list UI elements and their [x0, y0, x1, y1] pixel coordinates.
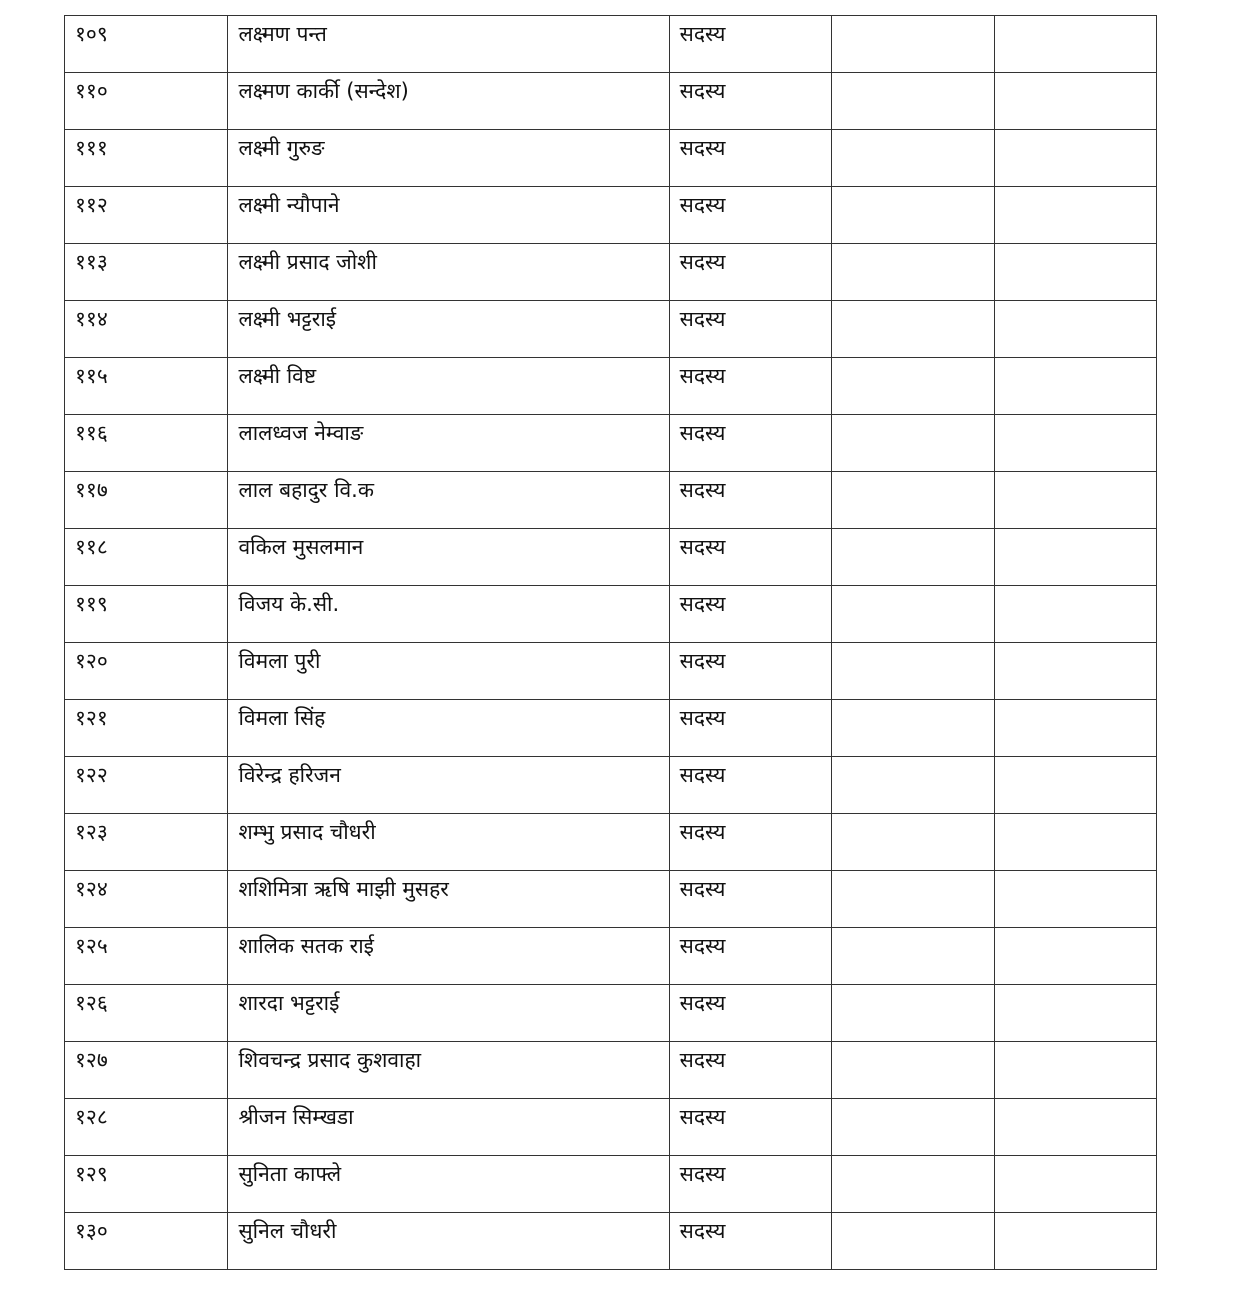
member-name: लक्ष्मी न्यौपाने: [238, 193, 340, 217]
member-role: सदस्य: [679, 136, 726, 160]
blank-cell: [994, 472, 1156, 529]
blank-cell: [994, 757, 1156, 814]
member-name-cell: [228, 244, 669, 301]
blank-cell: [994, 73, 1156, 130]
serial-number: ११७: [75, 478, 108, 502]
serial-number: १२७: [75, 1048, 108, 1072]
table-row: [65, 757, 1157, 814]
member-role-cell: [669, 928, 831, 985]
member-role: सदस्य: [679, 1162, 726, 1186]
table-row: [65, 529, 1157, 586]
blank-cell: [994, 1156, 1156, 1213]
serial-number-cell: [65, 244, 228, 301]
serial-number: १२५: [75, 934, 108, 958]
blank-cell: [994, 358, 1156, 415]
member-rows: [65, 16, 1157, 1270]
blank-cell: [994, 814, 1156, 871]
serial-number: ११९: [75, 592, 108, 616]
member-list-table: [64, 15, 1157, 1270]
member-name: लक्ष्मी प्रसाद जोशी: [238, 250, 377, 274]
serial-number-cell: [65, 871, 228, 928]
serial-number: ११८: [75, 535, 108, 559]
member-name: शशिमित्रा ऋषि माझी मुसहर: [238, 877, 449, 901]
member-role: सदस्य: [679, 1048, 726, 1072]
member-name: शालिक सतक राई: [238, 934, 374, 958]
serial-number-cell: [65, 700, 228, 757]
member-name: विमला पुरी: [238, 649, 321, 673]
serial-number-cell: [65, 1156, 228, 1213]
member-role-cell: [669, 871, 831, 928]
member-name-cell: [228, 985, 669, 1042]
member-role-cell: [669, 586, 831, 643]
blank-cell: [994, 928, 1156, 985]
member-role: सदस्य: [679, 421, 726, 445]
member-name-cell: [228, 16, 669, 73]
serial-number-cell: [65, 1042, 228, 1099]
member-name-cell: [228, 700, 669, 757]
member-name: वकिल मुसलमान: [238, 535, 364, 559]
serial-number-cell: [65, 1213, 228, 1270]
member-role-cell: [669, 415, 831, 472]
member-name-cell: [228, 586, 669, 643]
member-role-cell: [669, 16, 831, 73]
blank-cell: [832, 1156, 994, 1213]
blank-cell: [832, 1042, 994, 1099]
blank-cell: [994, 244, 1156, 301]
member-name: सुनिल चौधरी: [238, 1219, 337, 1243]
member-role-cell: [669, 1213, 831, 1270]
member-name-cell: [228, 472, 669, 529]
table-row: [65, 1156, 1157, 1213]
serial-number: ११२: [75, 193, 108, 217]
member-name: शम्भु प्रसाद चौधरी: [238, 820, 376, 844]
member-name: विजय के.सी.: [238, 592, 340, 616]
member-role-cell: [669, 358, 831, 415]
blank-cell: [994, 1042, 1156, 1099]
table-row: [65, 16, 1157, 73]
serial-number: ११३: [75, 250, 108, 274]
member-name: विमला सिंह: [238, 706, 326, 730]
serial-number: १२८: [75, 1105, 108, 1129]
member-role: सदस्य: [679, 991, 726, 1015]
member-role-cell: [669, 130, 831, 187]
serial-number: ११६: [75, 421, 108, 445]
member-name: लक्ष्मी भट्टराई: [238, 307, 337, 331]
blank-cell: [832, 73, 994, 130]
blank-cell: [832, 301, 994, 358]
table-row: [65, 700, 1157, 757]
member-role: सदस्य: [679, 820, 726, 844]
member-role: सदस्य: [679, 934, 726, 958]
serial-number-cell: [65, 130, 228, 187]
member-name: श्रीजन सिम्खडा: [238, 1105, 354, 1129]
member-name: लक्ष्मण पन्त: [238, 22, 327, 46]
table-row: [65, 1213, 1157, 1270]
serial-number: १२९: [75, 1162, 108, 1186]
member-role-cell: [669, 757, 831, 814]
member-role-cell: [669, 643, 831, 700]
member-role: सदस्य: [679, 1219, 726, 1243]
member-role-cell: [669, 1042, 831, 1099]
member-role: सदस्य: [679, 22, 726, 46]
member-role: सदस्य: [679, 364, 726, 388]
member-name: शारदा भट्टराई: [238, 991, 340, 1015]
serial-number-cell: [65, 928, 228, 985]
serial-number-cell: [65, 586, 228, 643]
member-role-cell: [669, 985, 831, 1042]
member-name-cell: [228, 358, 669, 415]
table-row: [65, 472, 1157, 529]
member-role: सदस्य: [679, 250, 726, 274]
table-row: [65, 928, 1157, 985]
member-role-cell: [669, 472, 831, 529]
member-name-cell: [228, 415, 669, 472]
blank-cell: [832, 358, 994, 415]
blank-cell: [994, 871, 1156, 928]
serial-number: १२६: [75, 991, 108, 1015]
serial-number: १२०: [75, 649, 108, 673]
table-row: [65, 1042, 1157, 1099]
member-name: लाल बहादुर वि.क: [238, 478, 374, 502]
blank-cell: [832, 643, 994, 700]
member-role-cell: [669, 1099, 831, 1156]
blank-cell: [832, 871, 994, 928]
blank-cell: [832, 130, 994, 187]
serial-number-cell: [65, 643, 228, 700]
table-row: [65, 1099, 1157, 1156]
table-row: [65, 301, 1157, 358]
member-name-cell: [228, 757, 669, 814]
table-row: [65, 586, 1157, 643]
member-role-cell: [669, 187, 831, 244]
member-role-cell: [669, 244, 831, 301]
member-name-cell: [228, 814, 669, 871]
blank-cell: [832, 187, 994, 244]
serial-number: १३०: [75, 1219, 108, 1243]
member-name: सुनिता काफ्ले: [238, 1162, 342, 1186]
member-role: सदस्य: [679, 877, 726, 901]
serial-number: १२२: [75, 763, 108, 787]
member-role: सदस्य: [679, 1105, 726, 1129]
member-name-cell: [228, 1156, 669, 1213]
member-name-cell: [228, 73, 669, 130]
blank-cell: [994, 301, 1156, 358]
blank-cell: [994, 130, 1156, 187]
blank-cell: [832, 415, 994, 472]
member-name-cell: [228, 643, 669, 700]
blank-cell: [994, 586, 1156, 643]
serial-number-cell: [65, 73, 228, 130]
blank-cell: [832, 700, 994, 757]
blank-cell: [994, 415, 1156, 472]
member-role-cell: [669, 700, 831, 757]
member-role-cell: [669, 301, 831, 358]
blank-cell: [832, 757, 994, 814]
member-role-cell: [669, 529, 831, 586]
member-name-cell: [228, 1213, 669, 1270]
member-name-cell: [228, 130, 669, 187]
table-row: [65, 985, 1157, 1042]
table-row: [65, 358, 1157, 415]
member-role-cell: [669, 73, 831, 130]
member-name-cell: [228, 529, 669, 586]
blank-cell: [832, 928, 994, 985]
blank-cell: [832, 472, 994, 529]
blank-cell: [832, 1099, 994, 1156]
member-name: विरेन्द्र हरिजन: [238, 763, 341, 787]
blank-cell: [994, 643, 1156, 700]
member-name: शिवचन्द्र प्रसाद कुशवाहा: [238, 1048, 422, 1072]
serial-number: १११: [75, 136, 108, 160]
blank-cell: [994, 1213, 1156, 1270]
table-row: [65, 244, 1157, 301]
blank-cell: [994, 187, 1156, 244]
serial-number: ११०: [75, 79, 108, 103]
table-row: [65, 187, 1157, 244]
member-name-cell: [228, 1042, 669, 1099]
blank-cell: [832, 1213, 994, 1270]
serial-number-cell: [65, 187, 228, 244]
member-name-cell: [228, 301, 669, 358]
member-role: सदस्य: [679, 478, 726, 502]
serial-number-cell: [65, 529, 228, 586]
serial-number-cell: [65, 16, 228, 73]
blank-cell: [832, 985, 994, 1042]
serial-number-cell: [65, 301, 228, 358]
member-name-cell: [228, 187, 669, 244]
serial-number-cell: [65, 415, 228, 472]
serial-number-cell: [65, 1099, 228, 1156]
serial-number: १२१: [75, 706, 108, 730]
serial-number: ११४: [75, 307, 108, 331]
blank-cell: [832, 586, 994, 643]
member-role: सदस्य: [679, 79, 726, 103]
member-role: सदस्य: [679, 307, 726, 331]
serial-number-cell: [65, 985, 228, 1042]
serial-number: १२३: [75, 820, 108, 844]
serial-number-cell: [65, 472, 228, 529]
member-role: सदस्य: [679, 592, 726, 616]
member-role: सदस्य: [679, 706, 726, 730]
member-name-cell: [228, 928, 669, 985]
member-role: सदस्य: [679, 763, 726, 787]
table-row: [65, 73, 1157, 130]
serial-number-cell: [65, 358, 228, 415]
blank-cell: [994, 1099, 1156, 1156]
member-name: लक्ष्मी विष्ट: [238, 364, 317, 388]
member-name-cell: [228, 871, 669, 928]
table-row: [65, 415, 1157, 472]
serial-number: ११५: [75, 364, 108, 388]
table-row: [65, 814, 1157, 871]
member-name-cell: [228, 1099, 669, 1156]
member-name: लक्ष्मण कार्की (सन्देश): [238, 79, 409, 103]
blank-cell: [994, 985, 1156, 1042]
member-role-cell: [669, 814, 831, 871]
table-row: [65, 871, 1157, 928]
blank-cell: [994, 529, 1156, 586]
table-row: [65, 643, 1157, 700]
serial-number-cell: [65, 814, 228, 871]
serial-number: १२४: [75, 877, 108, 901]
serial-number-cell: [65, 757, 228, 814]
blank-cell: [832, 814, 994, 871]
member-role-cell: [669, 1156, 831, 1213]
blank-cell: [994, 16, 1156, 73]
blank-cell: [832, 244, 994, 301]
member-name: लालध्वज नेम्वाङ: [238, 421, 364, 445]
serial-number: १०९: [75, 22, 108, 46]
table-row: [65, 130, 1157, 187]
member-role: सदस्य: [679, 649, 726, 673]
blank-cell: [994, 700, 1156, 757]
member-name: लक्ष्मी गुरुङ: [238, 136, 325, 160]
blank-cell: [832, 16, 994, 73]
member-role: सदस्य: [679, 193, 726, 217]
blank-cell: [832, 529, 994, 586]
member-role: सदस्य: [679, 535, 726, 559]
